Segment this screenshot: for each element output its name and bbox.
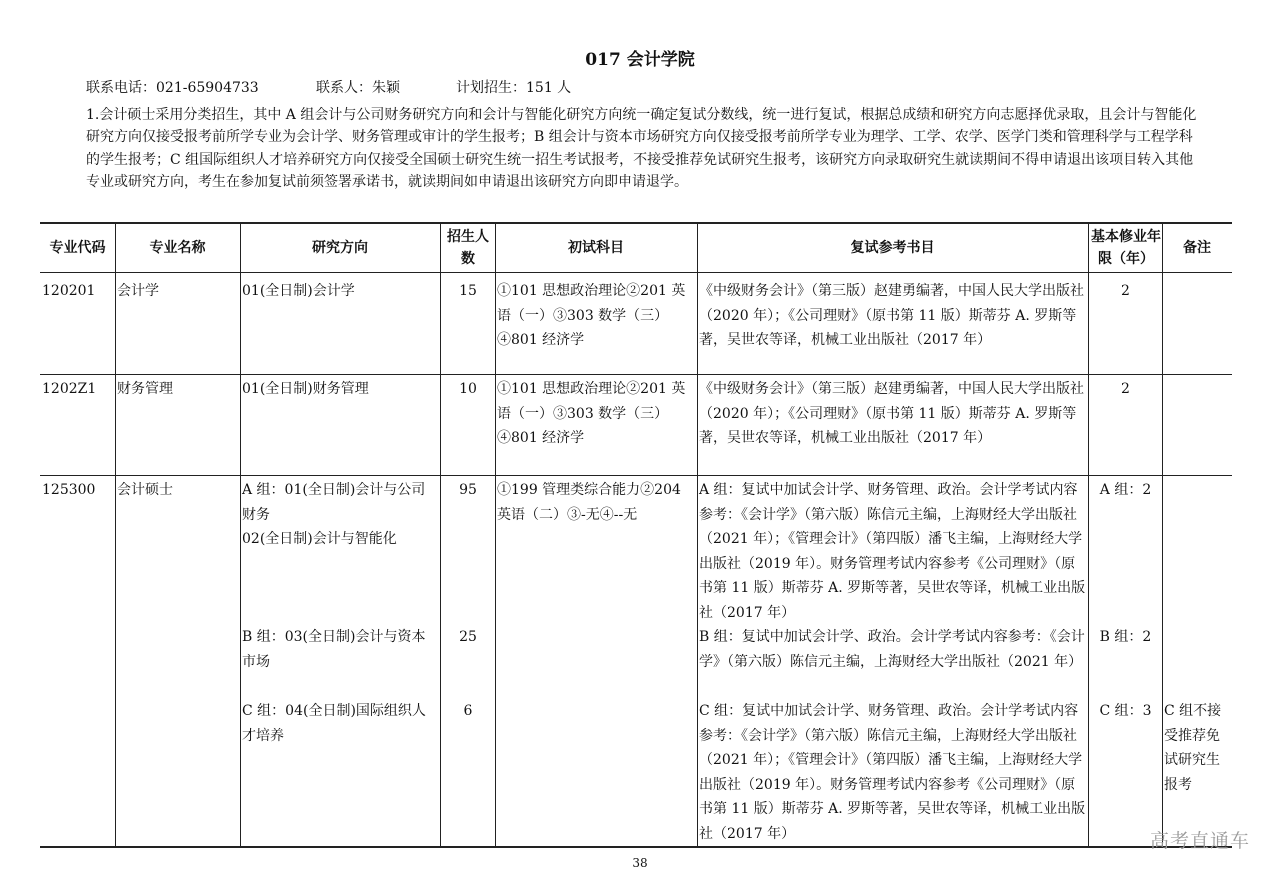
cell-remark-group-c: C 组不接受推荐免试研究生报考 [1164, 703, 1222, 793]
cell-direction: 01(全日制)财务管理 [242, 381, 369, 397]
cell-years-group-a: A 组：2 [1099, 482, 1152, 498]
header-refs: 复试参考书目 [850, 240, 935, 256]
header-remark: 备注 [1183, 240, 1211, 256]
cell-name: 会计硕士 [117, 482, 173, 498]
cell-count-group-c: 6 [463, 703, 473, 719]
column-line [1162, 224, 1163, 846]
header-code: 专业代码 [49, 240, 106, 256]
cell-code: 125300 [42, 482, 96, 498]
cell-direction: 01(全日制)会计学 [242, 283, 355, 299]
cell-count-group-a: 95 [459, 482, 477, 498]
admission-note: 1.会计硕士采用分类招生，其中 A 组会计与公司财务研究方向和会计与智能化研究方向统一确定复试分数线，统一进行复试，根据总成绩和研究方向志愿择优录取，且会计与智能化研究方向仅接受报考前所学专业为会计学、财务管理或审计的学生报考；B 组会计与资本市场研究方向仅接受报考前所学专业为理学、工学、农学、医学门类和管理科学与工程学科的学生报考；C 组国际组织人才培养研究方向仅接受全国硕士研究生统一招生考试报考，不接受推荐免试研究生报考，该研究方向录取研究生就读期间不得申请退出该项目转入其他专业或研究方向，考生在参加复试前须签署承诺书，就读期间如申请退出该研究方向即申请退学。 [86, 107, 1197, 191]
cell-exam: ①101 思想政治理论②201 英语（一）③303 数学（三）④801 经济学 [497, 283, 686, 348]
cell-code: 120201 [42, 283, 96, 299]
cell-years: 2 [1121, 283, 1130, 299]
cell-refs-group-a: A 组：复试中加试会计学、财务管理、政治。会计学考试内容参考：《会计学》（第六版）陈信元主编，上海财经大学出版社（2021 年）；《管理会计》（第四版）潘飞主编，上海财经大学出版社（2019 年）。财务管理考试内容参考《公司理财》（原书第 11 版）斯蒂芬 A. 罗斯等著，吴世农等译，机械工业出版社（2017 年） [699, 482, 1086, 621]
header-name: 专业名称 [149, 240, 206, 256]
cell-direction-group-c: C 组：04(全日制)国际组织人才培养 [242, 703, 426, 744]
cell-count-group-b: 25 [459, 629, 477, 645]
cell-years: 2 [1121, 381, 1130, 397]
cell-code: 1202Z1 [42, 381, 97, 397]
cell-count: 10 [459, 381, 477, 397]
cell-years-group-b: B 组：2 [1099, 629, 1152, 645]
page-number: 38 [632, 856, 648, 870]
page-title: 017 会计学院 [585, 50, 695, 70]
header-count: 招生人数 [447, 229, 489, 267]
cell-name: 会计学 [117, 283, 159, 299]
cell-count: 15 [459, 283, 477, 299]
cell-refs-group-c: C 组：复试中加试会计学、财务管理、政治。会计学考试内容参考：《会计学》（第六版）陈信元主编，上海财经大学出版社（2021 年）；《管理会计》（第四版）潘飞主编，上海财经大学出版社（2019 年）。财务管理考试内容参考《公司理财》（原书第 11 版）斯蒂芬 A. 罗斯等著，吴世农等译，机械工业出版社（2017 年） [699, 703, 1086, 842]
cell-name: 财务管理 [117, 381, 173, 397]
column-line [240, 224, 241, 846]
table-bottom-rule [40, 846, 1232, 848]
header-direction: 研究方向 [312, 240, 368, 256]
row-divider [40, 475, 1232, 476]
enrollment-plan: 计划招生：151 人 [456, 80, 572, 96]
column-line [1088, 224, 1089, 846]
cell-exam: ①101 思想政治理论②201 英语（一）③303 数学（三）④801 经济学 [497, 381, 686, 446]
column-line [495, 224, 496, 846]
cell-refs-group-b: B 组：复试中加试会计学、政治。会计学考试内容参考：《会计学》（第六版）陈信元主编，上海财经大学出版社（2021 年） [699, 629, 1085, 670]
header-exam: 初试科目 [568, 240, 624, 256]
header-years: 基本修业年限（年） [1091, 229, 1161, 267]
contact-info [86, 78, 571, 98]
contact-phone: 联系电话：021-65904733 [86, 80, 259, 96]
column-line [115, 224, 116, 846]
header-divider [40, 272, 1232, 273]
cell-direction-group-b: B 组：03(全日制)会计与资本市场 [242, 629, 426, 670]
column-line [440, 224, 441, 846]
cell-exam: ①199 管理类综合能力②204 英语（二）③-无④--无 [497, 482, 681, 523]
cell-direction-group-a: A 组：01(全日制)会计与公司财务 02(全日制)会计与智能化 [242, 482, 426, 547]
cell-refs: 《中级财务会计》（第三版）赵建勇编著，中国人民大学出版社（2020 年）；《公司理财》（原书第 11 版）斯蒂芬 A. 罗斯等著，吴世农等译，机械工业出版社（2017 年） [699, 283, 1084, 348]
cell-refs: 《中级财务会计》（第三版）赵建勇编著，中国人民大学出版社（2020 年）；《公司理财》（原书第 11 版）斯蒂芬 A. 罗斯等著，吴世农等译，机械工业出版社（2017 年） [699, 381, 1084, 446]
column-line [697, 224, 698, 846]
contact-person: 联系人：朱颖 [316, 80, 400, 96]
row-divider [40, 374, 1232, 375]
cell-years-group-c: C 组：3 [1099, 703, 1152, 719]
watermark: 高考直通车 [1150, 830, 1251, 852]
